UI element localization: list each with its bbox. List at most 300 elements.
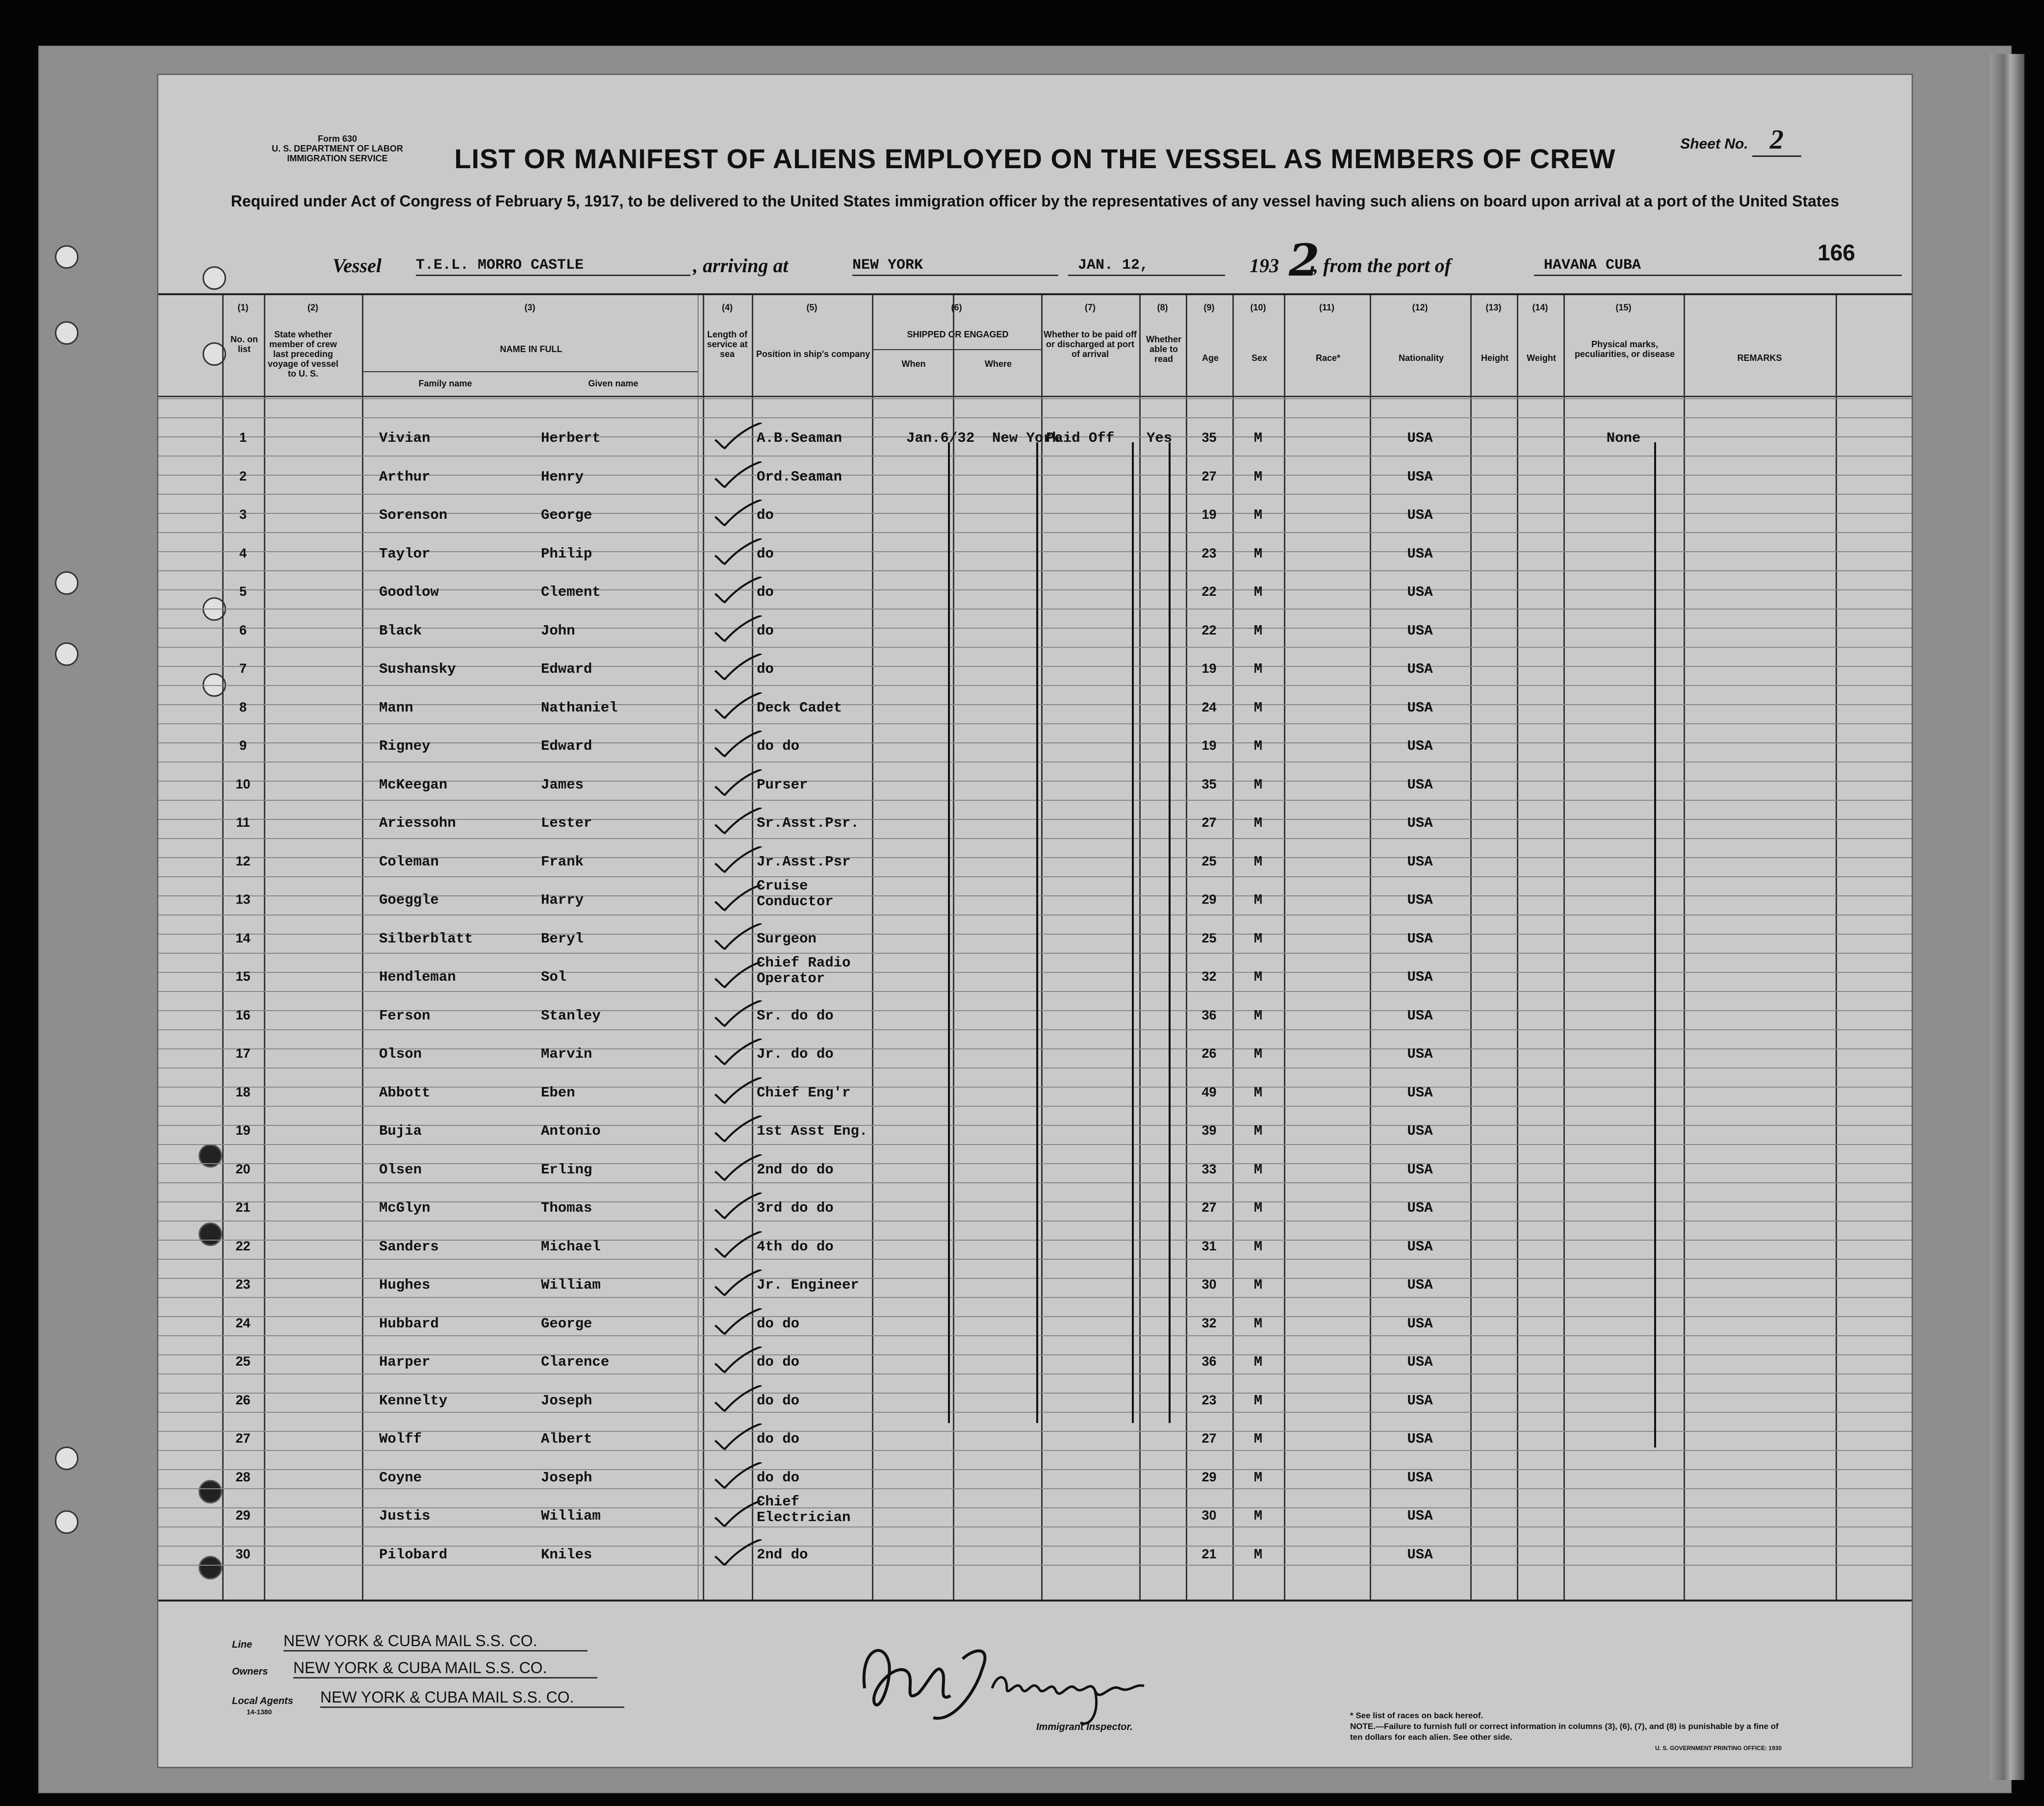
check-mark [710,1539,764,1569]
agents-code: 14-1380 [247,1708,272,1716]
page-edges [1990,54,2024,1780]
ditto-line [1036,442,1038,1423]
line-label: Line [232,1639,253,1650]
col-position-header: Position in ship's company [756,349,870,359]
cell-position: do do [757,1392,800,1409]
column-divider [1041,295,1043,1600]
inspector-label: Immigrant Inspector. [1036,1722,1133,1732]
check-mark [710,577,764,606]
cell-nat: USA [1407,1508,1433,1524]
cell-nat: USA [1407,661,1433,677]
name-subheader-rule [362,371,698,372]
cell-position: 2nd do do [757,1161,834,1178]
ledger-rule [158,1335,1912,1336]
cell-family: Sanders [379,1238,439,1255]
cell-sex: M [1253,1277,1263,1293]
col-when-header: When [901,359,926,369]
cell-age: 27 [1201,468,1217,483]
cell-phys: None [1606,430,1641,446]
ledger-rule [158,991,1912,992]
cell-sex: M [1253,892,1263,908]
footer-notes [1350,1710,1782,1754]
ledger-rule [158,762,1912,763]
cell-age: 49 [1201,1084,1217,1099]
cell-given: Michael [541,1238,601,1255]
check-mark [710,731,764,760]
shipped-subheader-rule [872,349,1041,350]
check-mark [710,1193,764,1222]
cell-given: Nathaniel [541,699,618,716]
cell-nat: USA [1407,1277,1433,1293]
cell-given: Harry [541,892,584,908]
cell-nat: USA [1407,1007,1433,1024]
column-divider [1684,295,1685,1600]
cell-family: Black [379,622,422,639]
owners-label: Owners [232,1666,268,1677]
column-number: (7) [1085,303,1096,312]
column-number: (8) [1157,303,1168,312]
col-remarks-header: REMARKS [1737,353,1782,363]
column-divider [1284,295,1285,1600]
column-divider [703,295,704,1600]
cell-age: 35 [1201,776,1217,791]
ledger-rule [158,876,1912,877]
cell-nat: USA [1407,507,1433,523]
cell-position: do [757,622,774,639]
cell-position: do do [757,1354,800,1370]
cell-sex: M [1253,1238,1263,1255]
cell-given: William [541,1277,601,1293]
cell-given: Stanley [541,1007,601,1024]
cell-age: 33 [1201,1161,1217,1176]
cell-position: 2nd do [757,1546,808,1563]
cell-position: do do [757,1469,800,1486]
printing-office: U. S. GOVERNMENT PRINTING OFFICE: 1930 [1655,1745,1782,1752]
cell-family: McGlyn [379,1200,431,1216]
cell-sex: M [1253,622,1263,639]
cell-age: 27 [1201,1431,1217,1446]
cell-position: Jr. Engineer [757,1277,859,1293]
cell-given: Sol [541,969,567,985]
cell-given: Lester [541,815,592,831]
year-prefix: 193 [1250,254,1279,277]
check-mark [710,500,764,529]
cell-family: Hubbard [379,1315,439,1332]
cell-sex: M [1253,1546,1263,1563]
cell-no: 27 [235,1431,251,1446]
column-divider [1470,295,1472,1600]
cell-position: 4th do do [757,1238,834,1255]
cell-family: Sushansky [379,661,456,677]
cell-position: A.B.Seaman [757,430,843,446]
cell-no: 15 [235,969,251,984]
ledger-rule [158,1526,1912,1527]
cell-sex: M [1253,1161,1263,1178]
cell-position: Ord.Seaman [757,468,843,485]
cell-position: Surgeon [757,930,817,947]
cell-age: 21 [1201,1546,1217,1561]
check-mark [710,769,764,799]
check-mark [710,1501,764,1530]
department: U. S. DEPARTMENT OF LABOR [272,144,403,153]
cell-nat: USA [1407,622,1433,639]
agents-value: NEW YORK & CUBA MAIL S.S. CO. [320,1688,624,1708]
arriving-port: NEW YORK [852,257,1058,276]
cell-paid: Paid Off [1046,430,1115,446]
col-given-header: Given name [588,379,639,388]
ledger-rule [158,1029,1912,1030]
cell-family: Hendleman [379,969,456,985]
arriving-label: , arriving at [693,254,789,277]
col-race-header: Race* [1315,353,1341,363]
cell-no: 3 [239,507,247,522]
cell-nat: USA [1407,738,1433,754]
cell-sex: M [1253,545,1263,562]
cell-family: Pilobard [379,1546,448,1563]
cell-no: 8 [239,699,247,714]
cell-age: 29 [1201,1469,1217,1484]
cell-position: do [757,584,774,600]
scan-border [0,0,2044,42]
cell-given: Joseph [541,1469,592,1486]
ditto-line [1654,442,1656,1448]
col-height-header: Height [1481,353,1508,363]
column-number: (3) [524,303,536,312]
cell-nat: USA [1407,1354,1433,1370]
ditto-line [1132,442,1134,1423]
cell-age: 26 [1201,1046,1217,1061]
ledger-rule [158,1565,1912,1566]
check-mark [710,461,764,491]
col-physical-header: Physical marks, peculiarities, or disease [1574,339,1675,359]
cell-sex: M [1253,853,1263,870]
cell-sex: M [1253,1200,1263,1216]
cell-nat: USA [1407,815,1433,831]
form-number: Form 630 [317,134,358,144]
page-title: LIST OR MANIFEST OF ALIENS EMPLOYED ON THE VESSEL AS MEMBERS OF CREW [454,143,1616,174]
cell-position: 3rd do do [757,1200,834,1216]
column-number: (14) [1532,303,1548,312]
ledger-rule [158,838,1912,839]
cell-given: Marvin [541,1046,592,1062]
ditto-line [948,442,950,1423]
cell-sex: M [1253,1354,1263,1370]
cell-no: 18 [235,1084,251,1099]
cell-family: Justis [379,1508,431,1524]
cell-age: 30 [1201,1508,1217,1523]
check-mark [710,1462,764,1492]
cell-nat: USA [1407,1431,1433,1447]
col-length-header: Length of service at sea [707,330,748,359]
col-family-header: Family name [418,379,472,388]
cell-where: New York [992,430,1061,446]
column-divider [1836,295,1837,1600]
check-mark [710,538,764,568]
cell-family: Bujia [379,1123,422,1139]
cell-given: Herbert [541,430,601,446]
departure-port: HAVANA CUBA [1534,257,1902,276]
cell-no: 13 [235,892,251,907]
cell-given: Kniles [541,1546,592,1563]
cell-given: George [541,507,592,523]
check-mark [710,423,764,452]
cell-family: Coyne [379,1469,422,1486]
cell-no: 10 [235,776,251,791]
manifest-page [157,74,1913,1768]
cell-sex: M [1253,815,1263,831]
cell-given: John [541,622,575,639]
line-value: NEW YORK & CUBA MAIL S.S. CO. [283,1632,588,1652]
cell-given: Edward [541,738,592,754]
cell-family: Goodlow [379,584,439,600]
cell-no: 2 [239,468,247,483]
check-mark [710,1385,764,1415]
cell-no: 24 [235,1315,251,1330]
punch-hole [55,1510,78,1534]
cell-no: 20 [235,1161,251,1176]
column-number: (10) [1250,303,1266,312]
cell-no: 16 [235,1007,251,1022]
column-divider [1517,295,1518,1600]
cell-when: Jan.6/32 [906,430,975,446]
cell-family: Harper [379,1354,431,1370]
ledger-rule [158,1488,1912,1489]
ledger-rule [158,647,1912,648]
cell-no: 6 [239,622,247,637]
cell-no: 11 [236,815,250,830]
cell-nat: USA [1407,1392,1433,1409]
cell-position: do do [757,738,800,754]
cell-sex: M [1253,468,1263,485]
ledger-rule [158,1144,1912,1145]
cell-no: 28 [235,1469,251,1484]
column-divider [953,295,954,1600]
cell-sex: M [1253,699,1263,716]
cell-given: Clarence [541,1354,610,1370]
cell-given: Eben [541,1084,575,1101]
vessel-label: Vessel [332,254,382,277]
punch-hole [55,245,78,269]
cell-given: William [541,1508,601,1524]
ledger-rule [158,915,1912,916]
cell-position: Sr. do do [757,1007,834,1024]
punch-hole [55,1447,78,1470]
column-number: (15) [1615,303,1632,312]
punch-hole [55,321,78,345]
ledger-rule [158,398,1912,399]
cell-position: Chief Radio Operator [757,955,851,987]
cell-position: Jr.Asst.Psr [757,853,851,870]
cell-nat: USA [1407,545,1433,562]
cell-age: 22 [1201,584,1217,599]
column-number: (2) [307,303,318,312]
cell-position: Chief Eng'r [757,1084,851,1101]
ledger-rule [158,1106,1912,1107]
page-number: 166 [1817,240,1855,265]
ledger-rule [158,417,1912,418]
col-nationality-header: Nationality [1398,353,1444,363]
service: IMMIGRATION SERVICE [287,153,388,163]
cell-position: do do [757,1431,800,1447]
ledger-rule [158,723,1912,724]
cell-sex: M [1253,1007,1263,1024]
cell-position: Purser [757,776,808,793]
cell-age: 27 [1201,1200,1217,1215]
column-number: (6) [951,303,962,312]
cell-given: Henry [541,468,584,485]
cell-age: 29 [1201,892,1217,907]
cell-position: Jr. do do [757,1046,834,1062]
cell-age: 25 [1201,930,1217,945]
check-mark [710,1270,764,1299]
crew-table [158,293,1912,1602]
cell-no: 25 [235,1354,251,1369]
cell-nat: USA [1407,1123,1433,1139]
cell-nat: USA [1407,1315,1433,1332]
cell-sex: M [1253,1431,1263,1447]
cell-position: Deck Cadet [757,699,843,716]
check-mark [710,1116,764,1145]
cell-no: 5 [239,584,247,599]
vessel-name: T.E.L. MORRO CASTLE [416,257,690,276]
cell-position: Chief Electrician [757,1494,851,1526]
cell-family: Kennelty [379,1392,448,1409]
cell-age: 23 [1201,545,1217,560]
cell-given: Philip [541,545,592,562]
cell-no: 22 [235,1238,251,1253]
year-suffix: 2 [1289,234,1320,286]
cell-no: 23 [235,1277,251,1292]
cell-sex: M [1253,430,1263,446]
cell-given: Joseph [541,1392,592,1409]
cell-sex: M [1253,1123,1263,1139]
cell-age: 19 [1201,661,1217,676]
cell-sex: M [1253,1508,1263,1524]
cell-nat: USA [1407,1469,1433,1486]
col-read-header: Whether able to read [1146,334,1181,364]
column-number: (4) [722,303,733,312]
cell-no: 1 [239,430,247,445]
owners-value: NEW YORK & CUBA MAIL S.S. CO. [293,1659,597,1679]
ledger-rule [158,532,1912,533]
cell-family: Abbott [379,1084,431,1101]
cell-no: 9 [239,738,247,753]
col-shipped-header: SHIPPED OR ENGAGED [907,330,1009,339]
cell-family: Mann [379,699,413,716]
column-number: (13) [1485,303,1502,312]
cell-nat: USA [1407,430,1433,446]
cell-nat: USA [1407,699,1433,716]
punch-hole [55,571,78,595]
check-mark [710,1077,764,1107]
ledger-rule [158,953,1912,954]
cell-position: do [757,507,774,523]
cell-age: 32 [1201,969,1217,984]
cell-family: Taylor [379,545,431,562]
cell-sex: M [1253,1084,1263,1101]
check-mark [710,962,764,991]
cell-age: 24 [1201,699,1217,714]
column-divider [264,295,265,1600]
cell-sex: M [1253,738,1263,754]
col-where-header: Where [984,359,1012,369]
sheet-label: Sheet No. [1680,136,1748,152]
from-label: , from the port of [1313,254,1452,277]
ledger-rule [158,1450,1912,1451]
cell-family: Hughes [379,1277,431,1293]
column-number: (9) [1203,303,1215,312]
ledger-rule [158,1182,1912,1183]
cell-read: Yes [1147,430,1173,446]
cell-nat: USA [1407,468,1433,485]
cell-sex: M [1253,507,1263,523]
cell-position: Cruise Conductor [757,878,834,910]
cell-no: 12 [235,853,251,868]
cell-sex: M [1253,776,1263,793]
cell-family: Goeggle [379,892,439,908]
inspector-signature [845,1629,1169,1728]
arrival-date: JAN. 12, [1068,257,1225,276]
cell-given: George [541,1315,592,1332]
cell-family: Arthur [379,468,431,485]
cell-nat: USA [1407,1200,1433,1216]
header-divider [158,396,1912,397]
punch-hole [55,642,78,666]
cell-family: McKeegan [379,776,448,793]
ledger-rule [158,609,1912,610]
check-mark [710,923,764,953]
cell-sex: M [1253,1392,1263,1409]
cell-age: 30 [1201,1277,1217,1292]
cell-nat: USA [1407,1238,1433,1255]
ledger-rule [158,570,1912,571]
column-number: (1) [237,303,249,312]
cell-given: Thomas [541,1200,592,1216]
penalty-note: NOTE.—Failure to furnish full or correct information in columns (3), (6), (7), and (8) is punishable by a fine of ten dollars for each alien. See other side. [1350,1722,1779,1742]
cell-age: 32 [1201,1315,1217,1330]
cell-age: 36 [1201,1354,1217,1369]
cell-given: Beryl [541,930,584,947]
cell-sex: M [1253,969,1263,985]
cell-age: 19 [1201,507,1217,522]
cell-age: 39 [1201,1123,1217,1138]
column-divider [362,295,363,1600]
check-mark [710,1347,764,1376]
ledger-rule [158,685,1912,686]
cell-no: 4 [239,545,247,560]
check-mark [710,846,764,876]
column-number: (5) [806,303,818,312]
cell-nat: USA [1407,853,1433,870]
cell-nat: USA [1407,1546,1433,1563]
cell-no: 29 [235,1508,251,1523]
cell-nat: USA [1407,930,1433,947]
cell-age: 19 [1201,738,1217,753]
cell-sex: M [1253,930,1263,947]
cell-sex: M [1253,661,1263,677]
punch-hole [203,266,226,290]
cell-given: Frank [541,853,584,870]
cell-sex: M [1253,1469,1263,1486]
check-mark [710,654,764,683]
cell-position: 1st Asst Eng. [757,1123,868,1139]
manifest-footer [158,1610,1912,1757]
cell-nat: USA [1407,1084,1433,1101]
agents-label: Local Agents [232,1696,293,1706]
cell-age: 36 [1201,1007,1217,1022]
cell-no: 30 [235,1546,251,1561]
column-divider [1139,295,1141,1600]
